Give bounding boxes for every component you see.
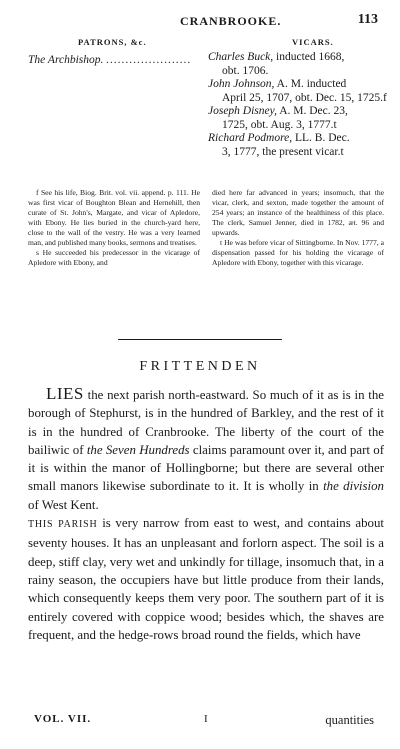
footnote: t He was before vicar of Sittingborne. In Nov. 1777, a dispensation passed for his holding the vicarage of Apledore with Ebony, together with this vicarage. bbox=[212, 238, 384, 267]
footnote-column-left bbox=[28, 188, 200, 268]
footnote-column-right bbox=[212, 188, 384, 268]
vicars-column-heading: VICARS. bbox=[292, 37, 334, 47]
footnote: f See his life, Biog. Brit. vol. vii. append. p. 111. He was first vicar of Boughton Blean and Hernehill, then curate of St. John's, Margate, and vicar of Apledore, with Ebony. He lies buried in the church-yard here, close to the wall of the vestry. He was a very learned man, and published many books, sermons and treatises. bbox=[28, 188, 200, 247]
vicar-name: Joseph Disney, bbox=[208, 105, 277, 117]
signature-mark: I bbox=[204, 713, 208, 725]
vicar-entry bbox=[208, 78, 388, 105]
running-head: CRANBROOKE. bbox=[180, 14, 282, 28]
paragraph-text: is very narrow from east to west, and contains about seventy houses. It has an unpleasant and forlorn aspect. The soil is a deep, stiff clay, very wet and unkindly for tillage, insomuch that, in a rainy season, the occupiers have but little produce from their lands, which consequently keeps them very poor. The southern part of it is entirely covered with coppice wood; besides which, the shaves are frequent, and the hedge-rows broad round the fields, which have bbox=[28, 516, 385, 642]
vicar-detail-continued: 3, 1777, the present vicar.t bbox=[222, 145, 344, 158]
leader-dots: ...................... bbox=[106, 54, 192, 66]
vicar-detail: inducted 1668, bbox=[273, 51, 345, 63]
footnotes bbox=[28, 188, 384, 268]
vicars-list bbox=[208, 51, 388, 159]
vicar-entry bbox=[208, 51, 388, 78]
vicar-entry bbox=[208, 105, 388, 132]
section-title: FRITTENDEN bbox=[139, 359, 261, 374]
section-divider bbox=[118, 339, 282, 340]
emphasis-text: the Seven Hundreds bbox=[86, 442, 190, 457]
footnote: s He succeeded his predecessor in the vicarage of Apledore with Ebony, and bbox=[28, 248, 200, 267]
catchword: quantities bbox=[325, 713, 374, 727]
vicar-name: John Johnson, bbox=[208, 78, 275, 90]
paragraph-lead: THIS PARISH bbox=[28, 519, 98, 531]
emphasis-text: the division bbox=[323, 479, 384, 494]
volume-label: VOL. VII. bbox=[34, 713, 92, 725]
paragraph-lead: LIES bbox=[46, 384, 84, 403]
vicar-detail-continued: 1725, obt. Aug. 3, 1777.t bbox=[222, 118, 337, 131]
paragraph bbox=[28, 514, 384, 644]
paragraph-text: claims paramount over it, and part of it is within the manor of Hollingborne; but there are several other small manors likewise subordinate to it. It is wholly in bbox=[28, 442, 384, 494]
paragraph bbox=[28, 385, 384, 514]
footnote: died here far advanced in years; insomuch, that the vicar, clerk, and sexton, made together the amount of 254 years; an instance of the healthiness of this place. The clerk, Samuel Jenner, died in 1782, æt. 96 and upwards. bbox=[212, 188, 384, 237]
patron-entry: The Archbishop. bbox=[28, 54, 104, 66]
vicar-detail-continued: April 25, 1707, obt. Dec. 15, 1725.f bbox=[222, 91, 387, 104]
vicar-detail-continued: obt. 1706. bbox=[222, 64, 269, 77]
vicar-name: Richard Podmore, bbox=[208, 132, 293, 144]
vicar-detail: LL. B. Dec. bbox=[292, 132, 350, 144]
vicar-detail: A. M. Dec. 23, bbox=[276, 105, 348, 117]
vicar-name: Charles Buck, bbox=[208, 51, 274, 63]
vicar-entry bbox=[208, 132, 388, 159]
paragraph-text: of West Kent. bbox=[28, 497, 99, 512]
page-number: 113 bbox=[357, 12, 378, 27]
vicar-detail: A. M. inducted bbox=[274, 78, 347, 90]
patrons-column-heading: PATRONS, &c. bbox=[78, 37, 147, 47]
body-text bbox=[28, 385, 384, 644]
paragraph-text: the next parish north-eastward. So much of it as is in the borough of Stephurst, is in the hundred of Barkley, and the rest of it is in the hundred of Cranbrooke. The liberty of the court of the bailiwic of bbox=[28, 388, 384, 457]
